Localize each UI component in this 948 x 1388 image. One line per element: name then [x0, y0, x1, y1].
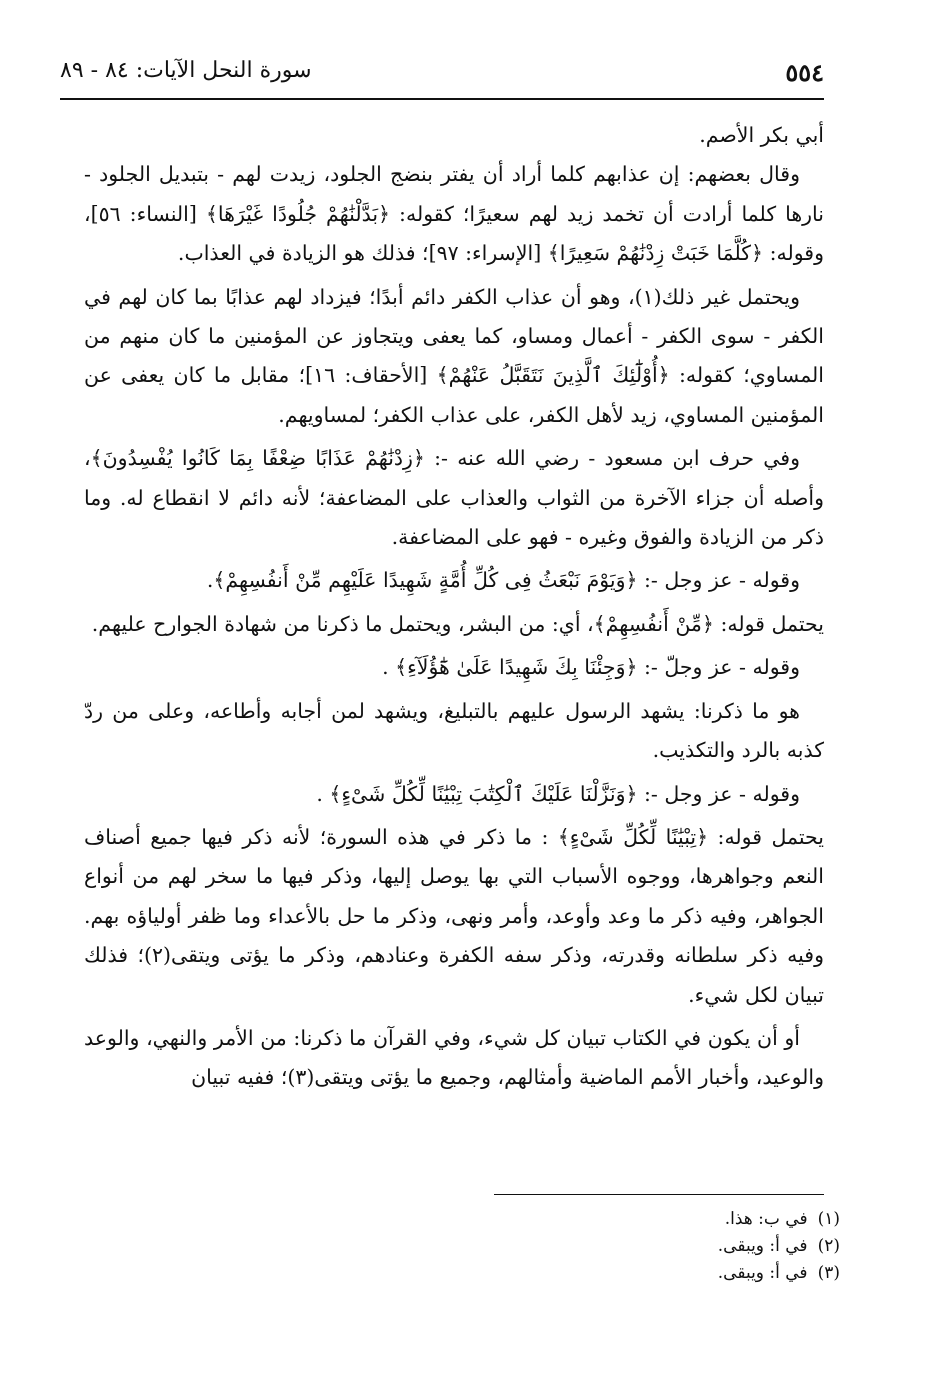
footnote-text: في ب: هذا.: [724, 1209, 808, 1229]
paragraph: يحتمل قوله: ﴿مِّنْ أَنفُسِهِمْ﴾، أي: من البشر، ويحتمل ما ذكرنا من شهادة الجوارح عليهم.: [91, 611, 824, 636]
footnote: [84, 1233, 840, 1260]
paragraph: وقوله - عز وجل -: ﴿وَنَزَّلْنَا عَلَيْكَ ٱلْكِتَٰبَ تِبْيَٰنًا لِّكُلِّ شَىْءٍ﴾ .: [316, 781, 800, 806]
footnote-text: في أ: ويبقى.: [717, 1263, 808, 1283]
paragraph: وقوله - عز وجلّ -: ﴿وَجِئْنَا بِكَ شَهِيدًا عَلَىٰ هَٰٓؤُلَآءِ﴾ .: [382, 655, 800, 680]
paragraph: وقال بعضهم: إن عذابهم كلما أراد أن يفتر بنضج الجلود، زيدت لهم - بتبديل الجلود - نارها كلما أرادت أن تخمد زيد لهم سعيرًا؛ كقوله: ﴿بَدَّلْنَٰهُمْ جُلُودًا غَيْرَهَا﴾ [النساء: ٥٦]، وقوله: ﴿كُلَّمَا خَبَتْ زِدْنَٰهُمْ سَعِيرًا﴾ [الإسراء: ٩٧]؛ فذلك هو الزيادة في العذاب.: [84, 162, 824, 266]
body-text: [84, 116, 824, 1098]
footnote-divider: [494, 1194, 824, 1195]
footnote: [84, 1206, 840, 1233]
paragraph: هو ما ذكرنا: يشهد الرسول عليهم بالتبليغ، ويشهد لمن أجابه وأطاعه، وعلى من ردّ كذبه بالرد والتكذيب.: [84, 698, 824, 763]
paragraph: أو أن يكون في الكتاب تبيان كل شيء، وفي القرآن ما ذكرنا: من الأمر والنهي، والوعد والوعيد، وأخبار الأمم الماضية وأمثالهم، وجميع ما يؤتى ويتقى(٣)؛ ففيه تبيان: [84, 1025, 824, 1090]
paragraph: ويحتمل غير ذلك(١)، وهو أن عذاب الكفر دائم أبدًا؛ فيزداد لهم عذابًا بما كان لهم في الكفر - سوى الكفر - أعمال ومساو، كما يعفى ويتجاوز عن المؤمنين ما كان منهم من المساوي؛ كقوله: ﴿أُوْلَٰٓئِكَ ٱلَّذِينَ نَتَقَبَّلُ عَنْهُمْ﴾ [الأحقاف: ١٦]؛ مقابل ما كان يعفى عن المؤمنين المساوي، زيد لأهل الكفر، على عذاب الكفر؛ لمساويهم.: [84, 284, 824, 427]
running-title: سورة النحل الآيات: ٨٤ - ٨٩: [60, 58, 312, 83]
footnote: [84, 1260, 840, 1287]
footnotes: [84, 1206, 840, 1287]
page-number: ٥٥٤: [785, 58, 824, 87]
header-divider: [60, 98, 824, 100]
footnote-number: (٢): [817, 1236, 840, 1256]
paragraph: وقوله - عز وجل -: ﴿وَيَوْمَ نَبْعَثُ فِى كُلِّ أُمَّةٍ شَهِيدًا عَلَيْهِم مِّنْ أَنفُسِهِمْ﴾.: [206, 568, 800, 593]
page-header: [60, 52, 824, 96]
paragraph: وفي حرف ابن مسعود - رضي الله عنه -: ﴿زِدْنَٰهُمْ عَذَابًا ضِعْفًا بِمَا كَانُوا يُفْسِدُونَ﴾، وأصله أن جزاء الآخرة من الثواب والعذاب على المضاعفة؛ لأنه دائم لا انقطاع له. وما ذكر من الزيادة والفوق وغيره - فهو على المضاعفة.: [84, 446, 824, 550]
footnote-number: (١): [817, 1209, 840, 1229]
paragraph: يحتمل قوله: ﴿تِبْيَٰنًا لِّكُلِّ شَىْءٍ﴾ : ما ذكر في هذه السورة؛ لأنه ذكر فيها جميع أصناف النعم وجواهرها، ووجوه الأسباب التي بها يوصل إليها، وذكر فيها ما سخر لهم من أنواع الجواهر، وفيه ذكر ما وعد وأوعد، وأمر ونهى، وذكر ما حل بالأعداء وما ظفر أولياؤه بهم. وفيه ذكر سلطانه وقدرته، وذكر سفه الكفرة وعنادهم، وذكر ما يؤتى ويتقى(٢)؛ فذلك تبيان لكل شيء.: [84, 824, 824, 1007]
paragraph: أبي بكر الأصم.: [699, 123, 824, 147]
footnote-text: في أ: ويبقى.: [717, 1236, 808, 1256]
footnote-number: (٣): [817, 1263, 840, 1283]
